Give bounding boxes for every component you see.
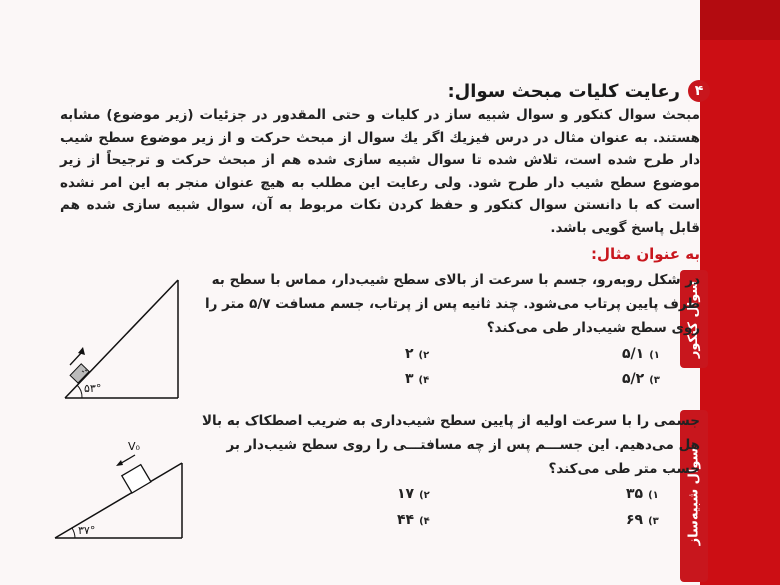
intro-paragraph: مبحث سوال کنکور و سوال شبیه ساز در کلیات و حتی المقدور در جزئیات (زیر موضوع) مشابه هستند. به عنوان مثال در درس فیزیك اگر یك سوال از مبحث حرکت و از زیر موضوع سطح شیب دار طرح شده است، تلاش شده تا سوال شبیه سازی شده هم از مبحث حرکت و ترجیحاً از زیر موضوع سطح شیب دار طرح شود. ولی رعایت این مطلب به هیچ عنوان منجر به این امر نشده است که با دانستن سوال کنکور و حفظ کردن نکات مربوط به آن، سوال شبیه سازی شده هم قابل پاسخ گویی باشد. [60, 107, 700, 236]
sim-option-3: ۳)۶۹ [626, 512, 659, 528]
sim-tag-label: سوال شبیه‌ساز [686, 447, 702, 545]
sim-option-4: ۴)۴۴ [397, 512, 430, 528]
konkur-question-text: در شکل روبه‌رو، جسم با سرعت از بالای سطح شیب‌دار، مماس با سطح به طرف پایین پرتاب می‌شود. چند ثانیه پس از پرتاب، جسم مسافت ۵/۷ متر را روی سطح شیب‌دار طی می‌کند؟ [205, 272, 700, 336]
sim-angle-label: ۳۷° [78, 524, 96, 537]
sim-incline-figure [50, 428, 185, 543]
sim-question-text: جسمی را با سرعت اولیه از پایین سطح شیب‌داری به ضریب اصطکاک به بالا هل می‌دهیم. این جســـم پس از چه مسافتـــی را روی سطح شیب‌دار بر حسب متر طی می‌کند؟ [201, 413, 700, 477]
konkur-option-4: ۴)۳ [405, 371, 430, 387]
konkur-option-1: ۱)۵/۱ [622, 346, 660, 362]
section-title: رعایت کلیات مبحث سوال: [447, 80, 680, 102]
sim-option-2: ۲)۱۷ [397, 486, 430, 502]
arrow-icon [78, 347, 85, 355]
block-shape [122, 465, 151, 493]
sim-option-1: ۱)۳۵ [626, 486, 659, 502]
konkur-angle-label: ۵۳° [84, 382, 102, 395]
section-heading [420, 76, 710, 106]
sim-velocity-label: V₀ [128, 440, 140, 453]
konkur-incline-figure [60, 275, 180, 405]
konkur-tag-label: سوال کنکور [686, 280, 702, 358]
konkur-option-3: ۳)۵/۲ [622, 371, 660, 387]
block-shape [70, 364, 89, 383]
section-number-badge: ۴ [688, 80, 710, 102]
example-label: به عنوان مثال: [591, 245, 700, 263]
arrow-icon [116, 460, 123, 466]
side-band [700, 0, 780, 585]
konkur-option-2: ۲)۲ [405, 346, 430, 362]
side-band-top [700, 0, 780, 40]
